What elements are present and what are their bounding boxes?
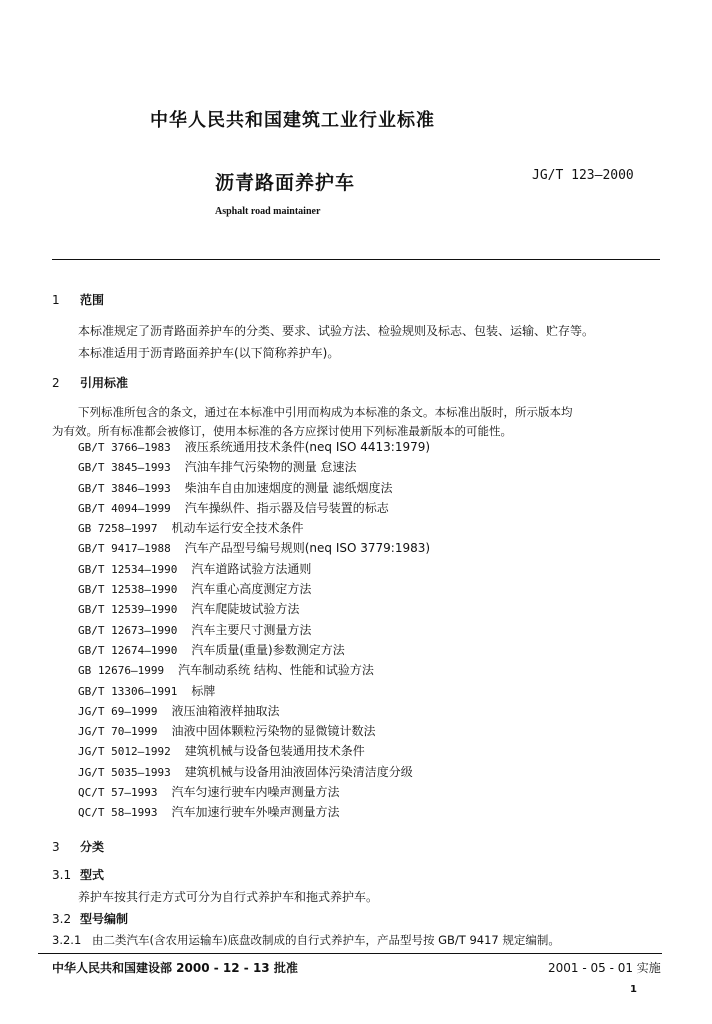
reference-item (78, 640, 430, 660)
reference-code: GB 12676—1999 (78, 664, 165, 678)
referenced-standards-list (78, 437, 430, 823)
english-title: Asphalt road maintainer (215, 206, 321, 217)
reference-item (78, 518, 430, 538)
document-title: 沥青路面养护车 (215, 172, 356, 194)
reference-title: 机动车运行安全技术条件 (171, 521, 304, 536)
section-number: 3 (52, 840, 60, 854)
reference-item (78, 701, 430, 721)
section-3-heading (52, 838, 104, 855)
reference-code: QC/T 58—1993 (78, 806, 158, 820)
reference-code: GB/T 12538—1990 (78, 583, 178, 597)
reference-code: GB/T 12674—1990 (78, 643, 178, 657)
reference-title: 建筑机械与设备用油液固体污染清洁度分级 (184, 764, 413, 779)
reference-code: GB/T 3845—1993 (78, 461, 171, 475)
approval-statement: 中华人民共和国建设部 2000 - 12 - 13 批准 (52, 961, 298, 975)
section-title: 范围 (80, 293, 105, 307)
reference-item (78, 559, 430, 579)
subsection-3-2-1-text (52, 932, 560, 948)
reference-item (78, 660, 430, 680)
reference-item (78, 762, 430, 782)
reference-code: GB/T 3766—1983 (78, 441, 171, 454)
subsection-number: 3.2 (52, 912, 72, 926)
section-title: 引用标准 (80, 376, 129, 390)
standard-code: JG/T 123—2000 (532, 168, 634, 183)
reference-code: JG/T 5035—1993 (78, 765, 171, 779)
reference-code: JG/T 5012—1992 (78, 745, 171, 759)
reference-title: 汽车道路试验方法通则 (191, 561, 312, 576)
reference-item (78, 538, 430, 558)
section-number: 1 (52, 293, 60, 307)
subsection-title: 型式 (80, 868, 105, 882)
reference-title: 建筑机械与设备包装通用技术条件 (184, 744, 365, 759)
section-1-heading (52, 291, 104, 308)
reference-code: GB/T 12534—1990 (78, 562, 178, 576)
reference-item (78, 802, 430, 822)
reference-item (78, 437, 430, 457)
subsection-number: 3.1 (52, 868, 72, 882)
issuing-organization: 中华人民共和国建筑工业行业标准 (150, 110, 435, 131)
header-divider (52, 259, 660, 260)
subsection-number: 3.2.1 (52, 933, 82, 947)
reference-item (78, 478, 430, 498)
page-number: 1 (630, 984, 637, 995)
reference-code: GB/T 3846—1993 (78, 481, 171, 495)
reference-title: 汽车重心高度测定方法 (191, 582, 312, 597)
section-title: 分类 (80, 840, 105, 854)
reference-title: 液压系统通用技术条件(neq ISO 4413:1979) (184, 440, 431, 454)
reference-item (78, 457, 430, 477)
effective-date: 2001 - 05 - 01 实施 (548, 961, 661, 975)
reference-item (78, 741, 430, 761)
reference-title: 柴油车自由加速烟度的测量 滤纸烟度法 (184, 480, 393, 495)
reference-title: 汽车加速行驶车外噪声测量方法 (171, 805, 340, 820)
reference-code: GB/T 12673—1990 (78, 623, 178, 637)
subsection-body: 由二类汽车(含农用运输车)底盘改制成的自行式养护车，产品型号按 GB/T 9417 规定编制。 (92, 933, 560, 947)
reference-title: 标牌 (191, 683, 216, 698)
section-2-intro-line-1: 下列标准所包含的条文，通过在本标准中引用而构成为本标准的条文。本标准出版时，所示版本均 (78, 405, 573, 419)
subsection-3-1-text: 养护车按其行走方式可分为自行式养护车和拖式养护车。 (78, 890, 379, 904)
reference-title: 汽油车排气污染物的测量 怠速法 (184, 460, 357, 475)
reference-code: GB 7258—1997 (78, 522, 158, 536)
reference-item (78, 721, 430, 741)
section-2-intro-line-2: 为有效。所有标准都会被修订，使用本标准的各方应探讨使用下列标准最新版本的可能性。 (52, 424, 512, 438)
reference-code: JG/T 69—1999 (78, 704, 158, 718)
reference-title: 汽车产品型号编号规则(neq ISO 3779:1983) (184, 541, 431, 556)
reference-code: QC/T 57—1993 (78, 786, 158, 800)
reference-item (78, 579, 430, 599)
reference-item (78, 599, 430, 619)
reference-item (78, 681, 430, 701)
reference-item (78, 498, 430, 518)
reference-item (78, 782, 430, 802)
reference-title: 汽车主要尺寸测量方法 (191, 622, 312, 637)
reference-title: 液压油箱液样抽取法 (171, 703, 280, 718)
footer-divider (38, 953, 662, 954)
reference-title: 汽车质量(重量)参数测定方法 (191, 642, 345, 657)
section-1-paragraph-1: 本标准规定了沥青路面养护车的分类、要求、试验方法、检验规则及标志、包装、运输、贮存等。 (78, 324, 595, 338)
reference-code: GB/T 4094—1999 (78, 501, 171, 515)
reference-code: GB/T 13306—1991 (78, 684, 178, 698)
reference-title: 汽车制动系统 结构、性能和试验方法 (178, 663, 374, 678)
reference-code: GB/T 9417—1988 (78, 542, 171, 556)
reference-code: GB/T 12539—1990 (78, 603, 178, 617)
subsection-title: 型号编制 (80, 912, 129, 926)
section-number: 2 (52, 376, 60, 390)
subsection-3-2-heading (52, 910, 128, 927)
subsection-3-1-heading (52, 866, 104, 883)
reference-title: 汽车爬陡坡试验方法 (191, 602, 300, 617)
reference-title: 汽车匀速行驶车内噪声测量方法 (171, 785, 340, 800)
reference-item (78, 620, 430, 640)
section-1-paragraph-2: 本标准适用于沥青路面养护车(以下简称养护车)。 (78, 346, 340, 360)
reference-code: JG/T 70—1999 (78, 725, 158, 739)
reference-title: 油液中固体颗粒污染物的显微镜计数法 (171, 724, 376, 739)
reference-title: 汽车操纵件、指示器及信号装置的标志 (184, 500, 389, 515)
section-2-heading (52, 374, 128, 391)
